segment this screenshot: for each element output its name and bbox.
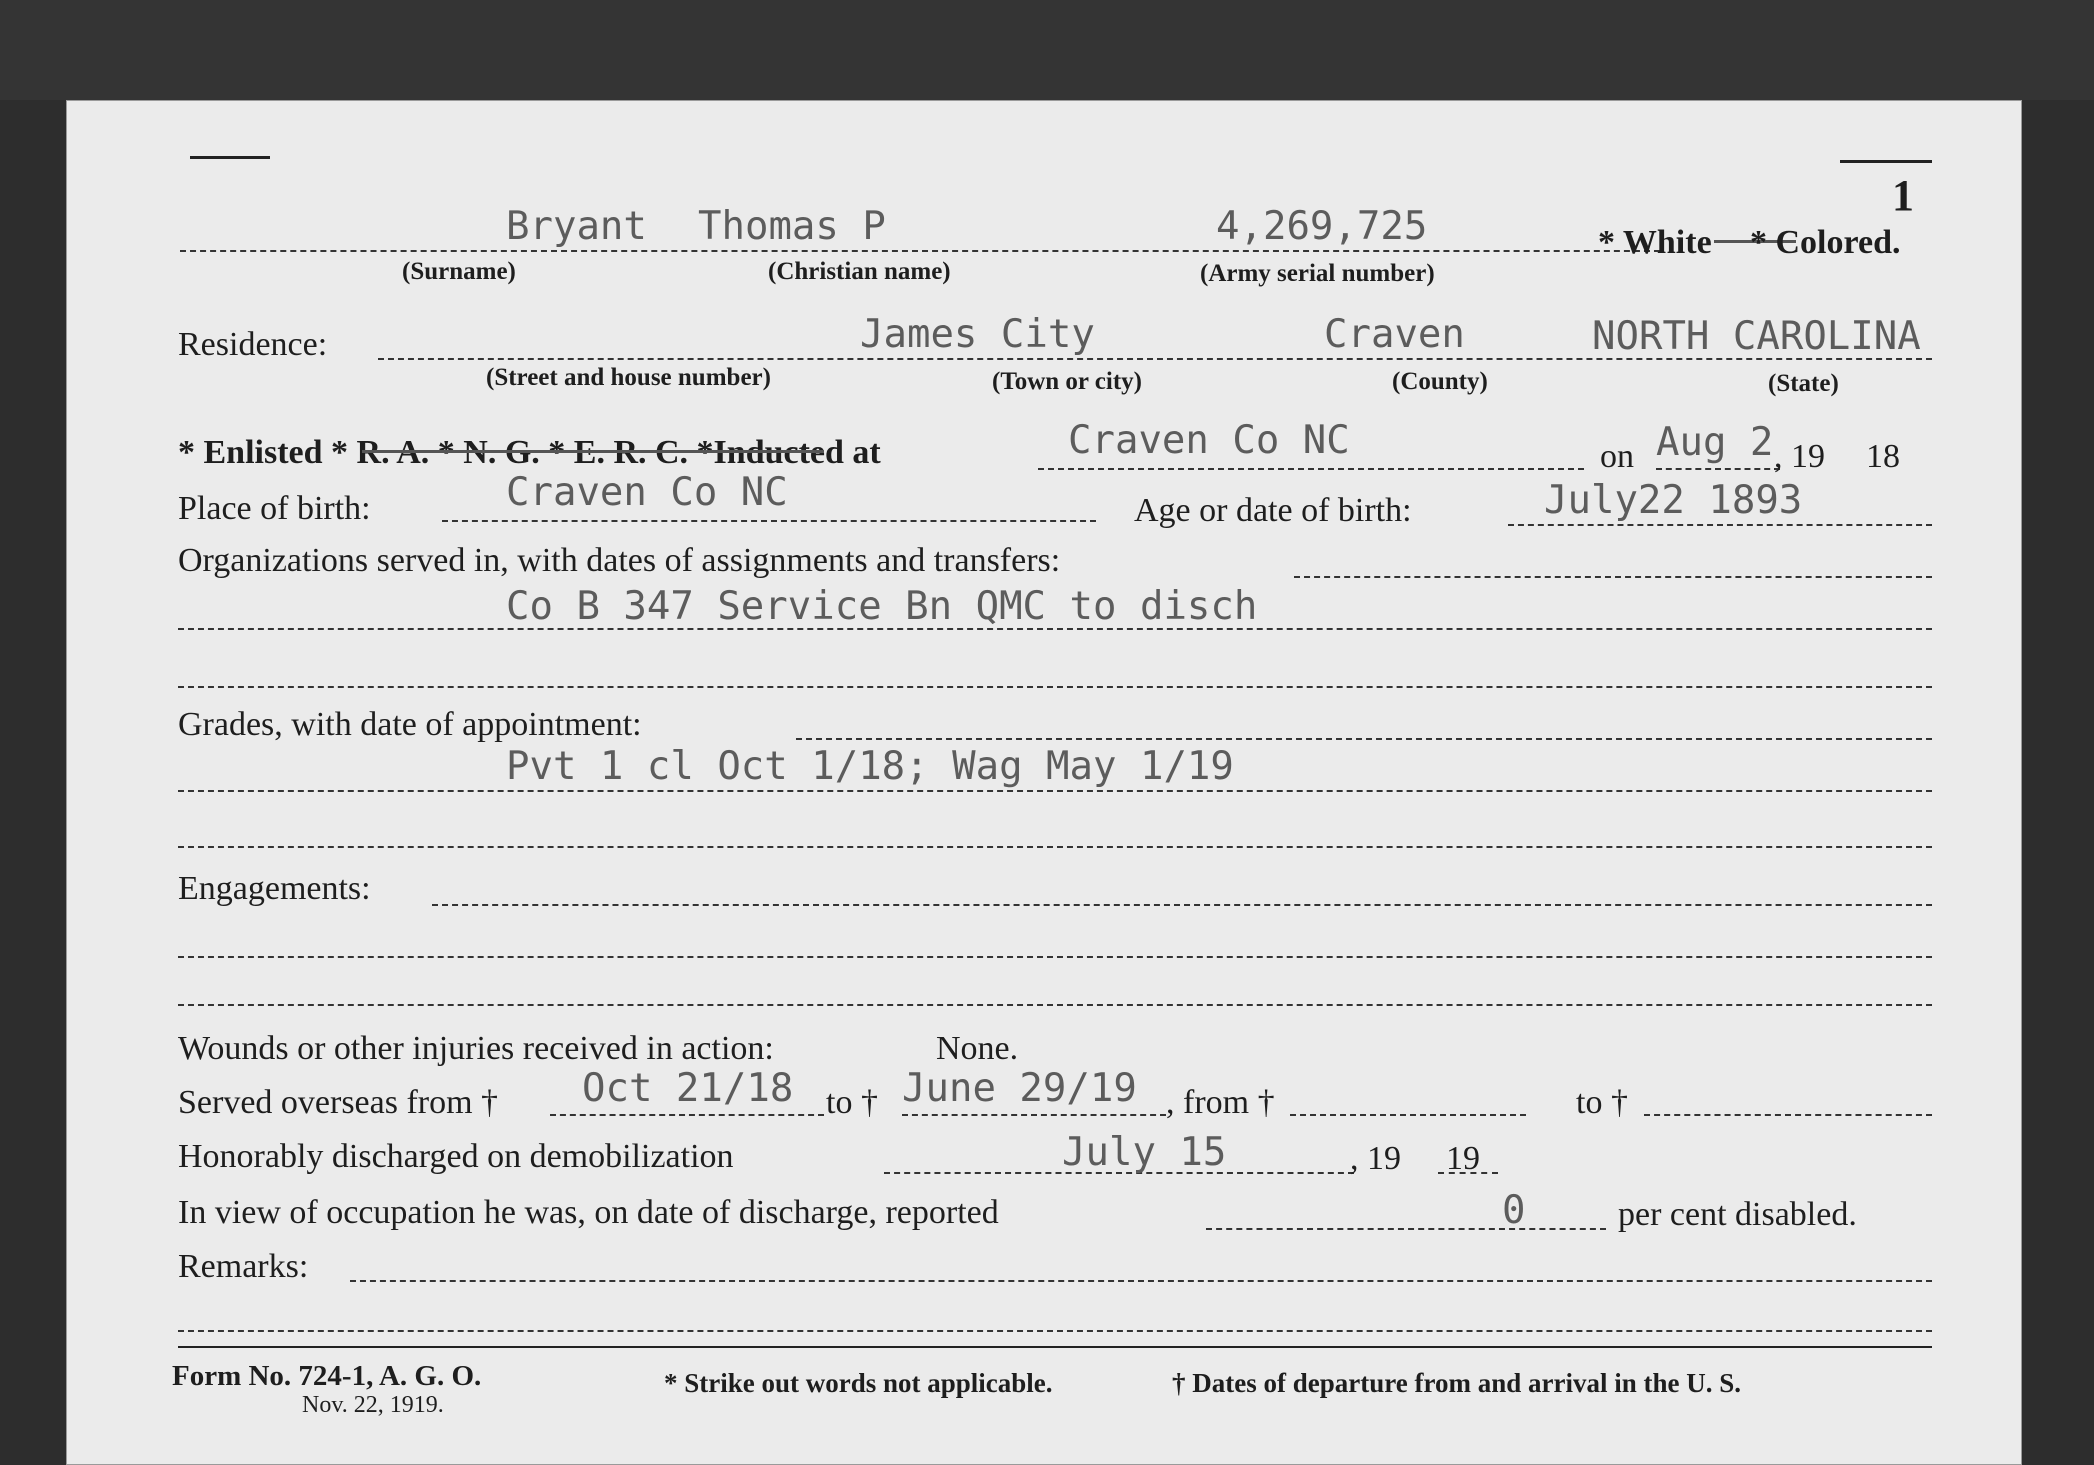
- discharge-year-value: 19: [1446, 1140, 1480, 1177]
- organizations-value: Co B 347 Service Bn QMC to disch: [506, 584, 1258, 629]
- enlistment-strike: [362, 450, 824, 453]
- disability-line: [1206, 1228, 1606, 1230]
- grades-line-2: [178, 790, 1932, 792]
- scan-background: [0, 0, 2094, 100]
- induction-place-line: [1038, 468, 1584, 470]
- surname-value: Bryant: [506, 204, 647, 249]
- residence-town-value: James City: [860, 312, 1095, 357]
- state-caption: (State): [1768, 370, 1839, 397]
- enlistment-label: * Enlisted * R. A. * N. G. * E. R. C. *Inducted at: [178, 434, 881, 471]
- overseas-to2-line: [1644, 1114, 1932, 1116]
- discharge-label: Honorably discharged on demobilization: [178, 1138, 734, 1175]
- form-date: Nov. 22, 1919.: [302, 1392, 444, 1418]
- place-of-birth-line: [442, 520, 1096, 522]
- wounds-value: None.: [936, 1030, 1019, 1067]
- overseas-from-value: Oct 21/18: [582, 1066, 794, 1111]
- residence-county-value: Craven: [1324, 312, 1465, 357]
- place-of-birth-label: Place of birth:: [178, 490, 371, 527]
- overseas-from-line: [550, 1114, 824, 1116]
- grades-line-1: [796, 738, 1932, 740]
- grades-label: Grades, with date of appointment:: [178, 706, 642, 743]
- footnote-strike: * Strike out words not applicable.: [664, 1368, 1053, 1398]
- organizations-label: Organizations served in, with dates of assignments and transfers:: [178, 542, 1061, 579]
- town-caption: (Town or city): [992, 368, 1142, 395]
- engagements-line-2: [178, 956, 1932, 958]
- organizations-line-1: [1294, 576, 1932, 578]
- grades-line-3: [178, 846, 1932, 848]
- surname-caption: (Surname): [402, 258, 516, 285]
- residence-label: Residence:: [178, 326, 328, 363]
- disability-value: 0: [1502, 1188, 1526, 1233]
- serial-number-value: 4,269,725: [1216, 204, 1428, 249]
- grades-value: Pvt 1 cl Oct 1/18; Wag May 1/19: [506, 744, 1234, 789]
- county-caption: (County): [1392, 368, 1488, 395]
- induction-year-prefix: , 19: [1774, 438, 1825, 475]
- organizations-line-2: [178, 628, 1932, 630]
- remarks-label: Remarks:: [178, 1248, 309, 1285]
- form-number: Form No. 724-1, A. G. O.: [172, 1360, 482, 1392]
- on-label: on: [1600, 438, 1634, 475]
- engagements-label: Engagements:: [178, 870, 371, 907]
- footnote-dates: † Dates of departure from and arrival in the U. S.: [1172, 1368, 1741, 1398]
- christian-name-caption: (Christian name): [768, 258, 951, 285]
- organizations-line-3: [178, 686, 1932, 688]
- disability-label: In view of occupation he was, on date of discharge, reported: [178, 1194, 999, 1231]
- disability-suffix: per cent disabled.: [1618, 1196, 1857, 1233]
- overseas-to-line: [902, 1114, 1166, 1116]
- race-colored-label: * Colored.: [1750, 224, 1901, 261]
- engagements-line-3: [178, 1004, 1932, 1006]
- induction-date-line: [1656, 468, 1780, 470]
- engagements-line-1: [432, 904, 1932, 906]
- discharge-year-prefix: , 19: [1350, 1140, 1401, 1177]
- serial-number-caption: (Army serial number): [1200, 260, 1435, 287]
- top-left-rule: [190, 156, 270, 159]
- name-line: [180, 250, 1660, 252]
- remarks-line-2: [178, 1330, 1932, 1332]
- overseas-to2-label: to †: [1576, 1084, 1628, 1121]
- wounds-label: Wounds or other injuries received in action:: [178, 1030, 774, 1067]
- age-value: July22 1893: [1544, 478, 1803, 523]
- remarks-line-1: [350, 1280, 1932, 1282]
- top-right-rule: [1840, 160, 1932, 163]
- age-line: [1508, 524, 1932, 526]
- street-caption: (Street and house number): [486, 364, 771, 391]
- age-label: Age or date of birth:: [1134, 492, 1412, 529]
- induction-place-value: Craven Co NC: [1068, 418, 1350, 463]
- race-white-label: * White: [1598, 224, 1712, 261]
- overseas-from-label: Served overseas from †: [178, 1084, 499, 1121]
- place-of-birth-value: Craven Co NC: [506, 470, 788, 515]
- overseas-to-label: to †: [826, 1084, 878, 1121]
- induction-date-value: Aug 2: [1656, 420, 1774, 465]
- footer-rule: [178, 1346, 1932, 1348]
- discharge-date-value: July 15: [1062, 1130, 1227, 1175]
- service-record-card: [66, 100, 2022, 1465]
- induction-year-value: 18: [1866, 438, 1900, 475]
- christian-name-value: Thomas P: [698, 204, 886, 249]
- residence-state-value: NORTH CAROLINA: [1592, 314, 1921, 359]
- overseas-from2-label: , from †: [1166, 1084, 1275, 1121]
- overseas-from2-line: [1290, 1114, 1526, 1116]
- overseas-to-value: June 29/19: [902, 1066, 1137, 1111]
- discharge-year-line: [1438, 1172, 1498, 1174]
- card-number: 1: [1892, 171, 1914, 220]
